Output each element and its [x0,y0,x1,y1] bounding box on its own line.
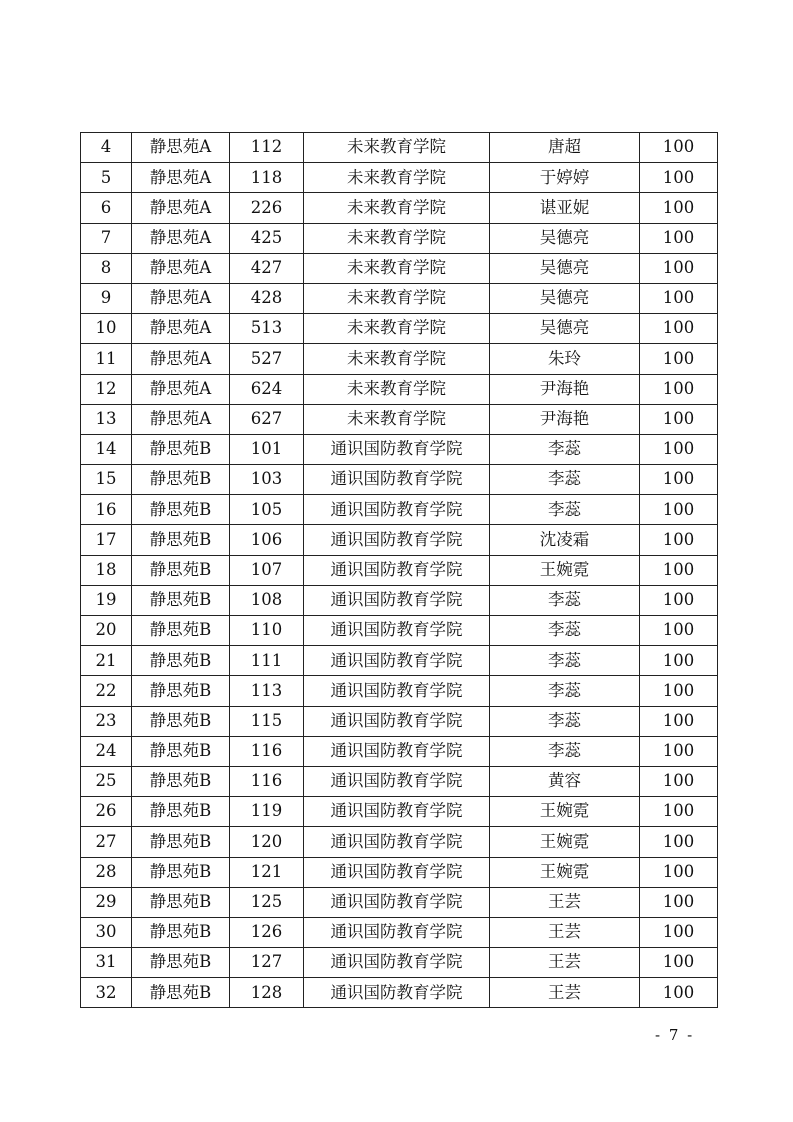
building-cell: 静思苑A [132,193,230,223]
college-cell: 通识国防教育学院 [304,616,490,646]
building-cell: 静思苑A [132,314,230,344]
score-cell: 100 [640,283,718,313]
row-number-cell: 28 [81,857,132,887]
college-cell: 通识国防教育学院 [304,766,490,796]
college-cell: 未来教育学院 [304,223,490,253]
room-number-cell: 111 [230,646,304,676]
room-number-cell: 118 [230,163,304,193]
college-cell: 未来教育学院 [304,133,490,163]
room-number-cell: 113 [230,676,304,706]
row-number-cell: 21 [81,646,132,676]
college-cell: 未来教育学院 [304,253,490,283]
table-row [81,163,718,193]
score-cell: 100 [640,646,718,676]
room-number-cell: 110 [230,616,304,646]
row-number-cell: 32 [81,978,132,1008]
score-cell: 100 [640,495,718,525]
table-row [81,616,718,646]
table-row [81,344,718,374]
score-cell: 100 [640,253,718,283]
score-cell: 100 [640,736,718,766]
row-number-cell: 29 [81,887,132,917]
score-cell: 100 [640,193,718,223]
score-cell: 100 [640,978,718,1008]
counselor-cell: 王芸 [490,887,640,917]
score-cell: 100 [640,706,718,736]
counselor-cell: 吴德亮 [490,283,640,313]
room-number-cell: 115 [230,706,304,736]
table-body [81,133,718,1008]
building-cell: 静思苑A [132,374,230,404]
counselor-cell: 李蕊 [490,585,640,615]
counselor-cell: 黄容 [490,766,640,796]
counselor-cell: 李蕊 [490,706,640,736]
college-cell: 通识国防教育学院 [304,917,490,947]
score-cell: 100 [640,948,718,978]
building-cell: 静思苑B [132,706,230,736]
row-number-cell: 13 [81,404,132,434]
room-number-cell: 121 [230,857,304,887]
table-row [81,434,718,464]
table-row [81,736,718,766]
counselor-cell: 谌亚妮 [490,193,640,223]
building-cell: 静思苑B [132,827,230,857]
table-row [81,887,718,917]
college-cell: 通识国防教育学院 [304,555,490,585]
score-cell: 100 [640,887,718,917]
college-cell: 通识国防教育学院 [304,706,490,736]
table-row [81,978,718,1008]
counselor-cell: 李蕊 [490,495,640,525]
table-row [81,766,718,796]
counselor-cell: 王婉霓 [490,827,640,857]
counselor-cell: 王芸 [490,978,640,1008]
score-cell: 100 [640,344,718,374]
college-cell: 通识国防教育学院 [304,857,490,887]
building-cell: 静思苑B [132,616,230,646]
row-number-cell: 6 [81,193,132,223]
table-row [81,193,718,223]
college-cell: 通识国防教育学院 [304,646,490,676]
counselor-cell: 吴德亮 [490,223,640,253]
row-number-cell: 8 [81,253,132,283]
table-row [81,525,718,555]
counselor-cell: 王婉霓 [490,555,640,585]
score-cell: 100 [640,917,718,947]
row-number-cell: 26 [81,797,132,827]
building-cell: 静思苑B [132,887,230,917]
counselor-cell: 尹海艳 [490,404,640,434]
row-number-cell: 7 [81,223,132,253]
score-cell: 100 [640,465,718,495]
room-number-cell: 105 [230,495,304,525]
score-cell: 100 [640,163,718,193]
counselor-cell: 王芸 [490,917,640,947]
college-cell: 未来教育学院 [304,404,490,434]
room-number-cell: 126 [230,917,304,947]
row-number-cell: 27 [81,827,132,857]
building-cell: 静思苑B [132,555,230,585]
counselor-cell: 于婷婷 [490,163,640,193]
room-number-cell: 125 [230,887,304,917]
room-number-cell: 120 [230,827,304,857]
building-cell: 静思苑B [132,948,230,978]
college-cell: 通识国防教育学院 [304,525,490,555]
building-cell: 静思苑B [132,978,230,1008]
room-number-cell: 119 [230,797,304,827]
score-cell: 100 [640,223,718,253]
table-row [81,585,718,615]
college-cell: 通识国防教育学院 [304,465,490,495]
table-row [81,857,718,887]
room-number-cell: 226 [230,193,304,223]
score-cell: 100 [640,827,718,857]
college-cell: 通识国防教育学院 [304,736,490,766]
room-number-cell: 106 [230,525,304,555]
row-number-cell: 11 [81,344,132,374]
row-number-cell: 23 [81,706,132,736]
page-number: - 7 - [655,1026,695,1044]
row-number-cell: 25 [81,766,132,796]
score-cell: 100 [640,797,718,827]
college-cell: 通识国防教育学院 [304,434,490,464]
building-cell: 静思苑B [132,676,230,706]
counselor-cell: 王芸 [490,948,640,978]
score-cell: 100 [640,314,718,344]
row-number-cell: 12 [81,374,132,404]
counselor-cell: 李蕊 [490,616,640,646]
room-number-cell: 513 [230,314,304,344]
score-cell: 100 [640,374,718,404]
college-cell: 通识国防教育学院 [304,978,490,1008]
score-cell: 100 [640,555,718,585]
college-cell: 未来教育学院 [304,314,490,344]
building-cell: 静思苑A [132,163,230,193]
building-cell: 静思苑A [132,404,230,434]
room-number-cell: 116 [230,766,304,796]
counselor-cell: 王婉霓 [490,857,640,887]
room-number-cell: 107 [230,555,304,585]
score-cell: 100 [640,434,718,464]
row-number-cell: 30 [81,917,132,947]
building-cell: 静思苑B [132,917,230,947]
table-row [81,223,718,253]
college-cell: 未来教育学院 [304,193,490,223]
counselor-cell: 李蕊 [490,465,640,495]
room-number-cell: 108 [230,585,304,615]
room-number-cell: 116 [230,736,304,766]
dormitory-score-table [80,132,718,1008]
room-number-cell: 428 [230,283,304,313]
building-cell: 静思苑B [132,585,230,615]
row-number-cell: 4 [81,133,132,163]
row-number-cell: 16 [81,495,132,525]
row-number-cell: 17 [81,525,132,555]
counselor-cell: 吴德亮 [490,253,640,283]
row-number-cell: 20 [81,616,132,646]
table-row [81,314,718,344]
row-number-cell: 18 [81,555,132,585]
college-cell: 未来教育学院 [304,163,490,193]
counselor-cell: 李蕊 [490,646,640,676]
table-row [81,374,718,404]
row-number-cell: 31 [81,948,132,978]
counselor-cell: 王婉霓 [490,797,640,827]
table-row [81,253,718,283]
table-row [81,465,718,495]
building-cell: 静思苑B [132,797,230,827]
row-number-cell: 9 [81,283,132,313]
counselor-cell: 李蕊 [490,736,640,766]
row-number-cell: 14 [81,434,132,464]
table-row [81,948,718,978]
row-number-cell: 5 [81,163,132,193]
table-row [81,917,718,947]
row-number-cell: 15 [81,465,132,495]
score-cell: 100 [640,676,718,706]
row-number-cell: 10 [81,314,132,344]
building-cell: 静思苑B [132,857,230,887]
table-row [81,133,718,163]
row-number-cell: 19 [81,585,132,615]
building-cell: 静思苑B [132,766,230,796]
score-cell: 100 [640,525,718,555]
room-number-cell: 527 [230,344,304,374]
counselor-cell: 沈凌霜 [490,525,640,555]
building-cell: 静思苑A [132,283,230,313]
table-row [81,283,718,313]
room-number-cell: 127 [230,948,304,978]
row-number-cell: 22 [81,676,132,706]
table-row [81,797,718,827]
score-cell: 100 [640,404,718,434]
room-number-cell: 627 [230,404,304,434]
college-cell: 通识国防教育学院 [304,948,490,978]
building-cell: 静思苑B [132,736,230,766]
building-cell: 静思苑B [132,465,230,495]
score-cell: 100 [640,766,718,796]
building-cell: 静思苑B [132,495,230,525]
counselor-cell: 唐超 [490,133,640,163]
table-row [81,495,718,525]
counselor-cell: 李蕊 [490,676,640,706]
college-cell: 通识国防教育学院 [304,827,490,857]
college-cell: 通识国防教育学院 [304,676,490,706]
college-cell: 未来教育学院 [304,374,490,404]
college-cell: 未来教育学院 [304,283,490,313]
room-number-cell: 425 [230,223,304,253]
table-row [81,706,718,736]
room-number-cell: 101 [230,434,304,464]
building-cell: 静思苑A [132,344,230,374]
college-cell: 通识国防教育学院 [304,585,490,615]
building-cell: 静思苑B [132,525,230,555]
college-cell: 未来教育学院 [304,344,490,374]
table-row [81,827,718,857]
table-row [81,555,718,585]
building-cell: 静思苑A [132,253,230,283]
counselor-cell: 朱玲 [490,344,640,374]
college-cell: 通识国防教育学院 [304,797,490,827]
building-cell: 静思苑A [132,133,230,163]
score-cell: 100 [640,133,718,163]
room-number-cell: 427 [230,253,304,283]
room-number-cell: 103 [230,465,304,495]
table-row [81,676,718,706]
row-number-cell: 24 [81,736,132,766]
counselor-cell: 尹海艳 [490,374,640,404]
college-cell: 通识国防教育学院 [304,887,490,917]
college-cell: 通识国防教育学院 [304,495,490,525]
building-cell: 静思苑B [132,434,230,464]
table-row [81,404,718,434]
counselor-cell: 吴德亮 [490,314,640,344]
counselor-cell: 李蕊 [490,434,640,464]
table-row [81,646,718,676]
score-cell: 100 [640,857,718,887]
dormitory-score-table-container [80,132,717,1008]
room-number-cell: 624 [230,374,304,404]
score-cell: 100 [640,585,718,615]
building-cell: 静思苑B [132,646,230,676]
building-cell: 静思苑A [132,223,230,253]
room-number-cell: 112 [230,133,304,163]
score-cell: 100 [640,616,718,646]
room-number-cell: 128 [230,978,304,1008]
